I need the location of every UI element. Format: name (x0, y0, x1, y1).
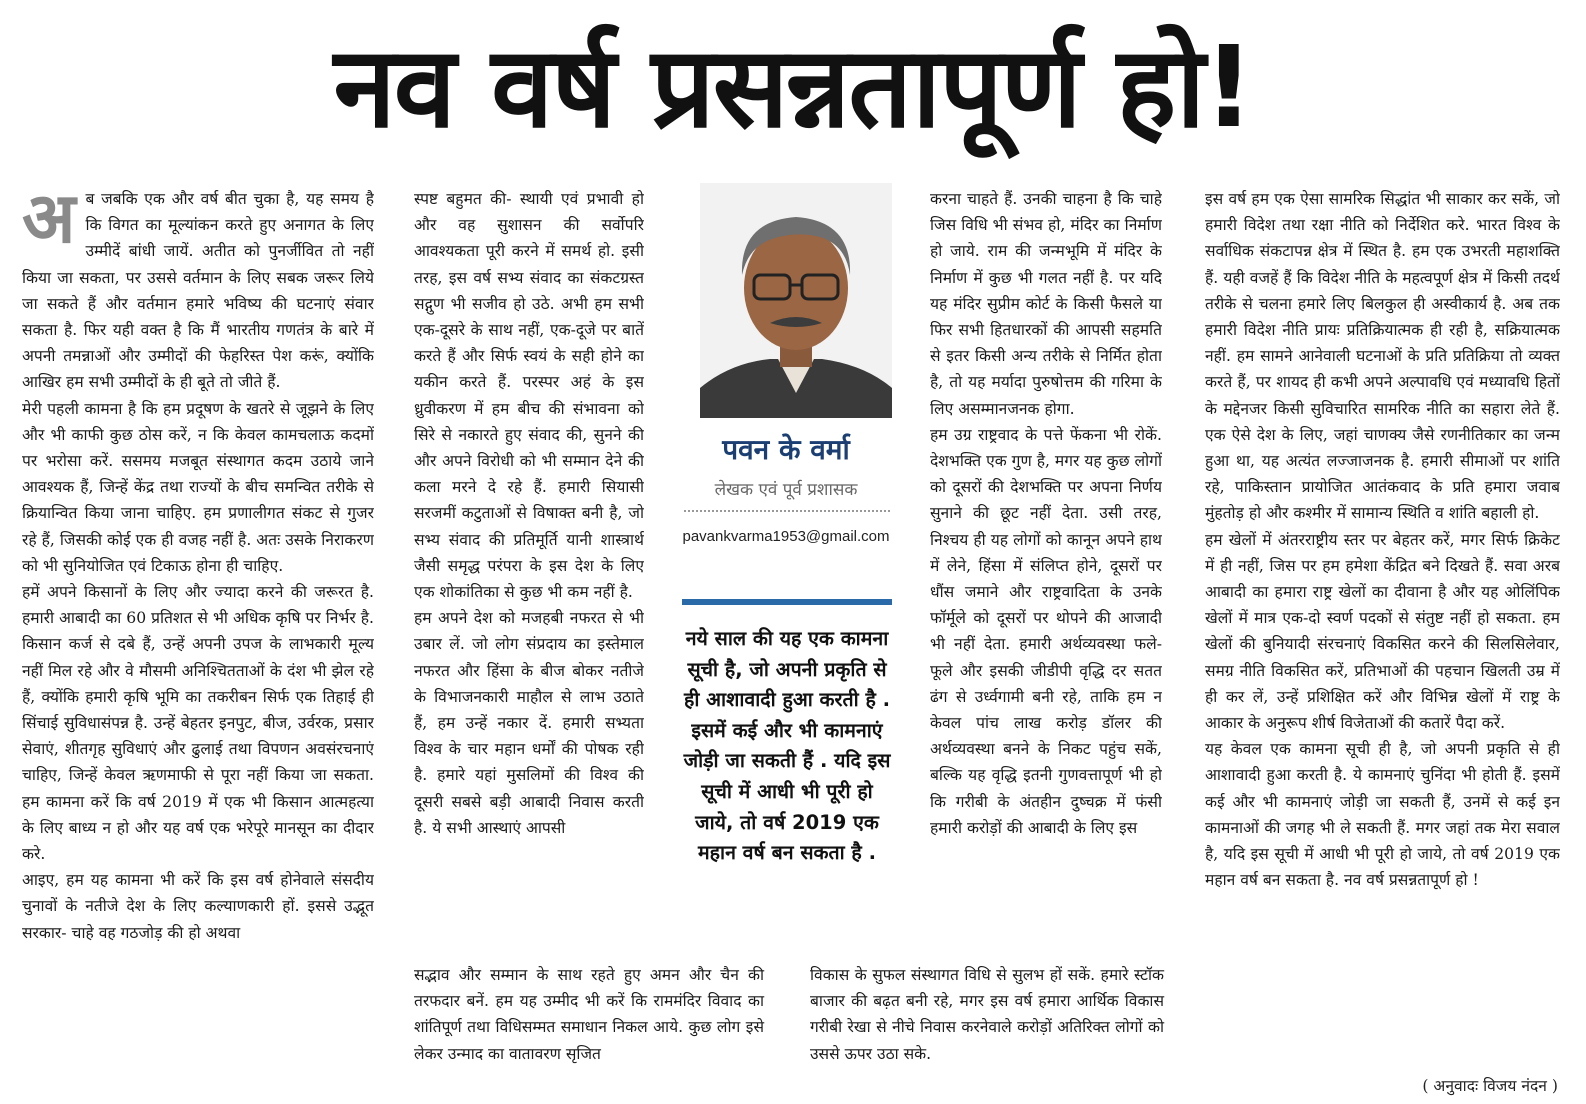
drop-cap: अ (22, 186, 76, 259)
paragraph: यह केवल एक कामना सूची ही है, जो अपनी प्रकृति से ही आशावादी हुआ करती है. ये कामनाएं चुनिंदा भी होती हैं. इसमें कई और भी कामनाएं जोड़ी जा सकती हैं, उनमें से कई इन कामनाओं की जगह भी ले सकती हैं. मगर जहां तक मेरा सवाल है, यदि इस सूची में आधी भी पूरी हो जाये, तो वर्ष 2019 एक महान वर्ष बन सकता है. नव वर्ष प्रसन्नतापूर्ण हो ! (1205, 740, 1560, 890)
paragraph: मेरी पहली कामना है कि हम प्रदूषण के खतरे से जूझने के लिए और भी काफी कुछ ठोस करें, न कि केवल कामचलाऊ कदमों पर भरोसा करें. ससमय मजबूत संस्थागत कदम उठाये जाने आवश्यक हैं, जिन्हें केंद्र तथा राज्यों के बीच समन्वित तरीके से क्रियान्वित किया जाना चाहिए. हम प्रणालीगत संकट से गुजर रहे हैं, जिसकी कोई एक ही वजह नहीं है. अतः उसके निराकरण को भी सुनियोजित एवं टिकाऊ होना ही चाहिए. (22, 399, 374, 575)
paragraph: स्पष्ट बहुमत की- स्थायी एवं प्रभावी हो और वह सुशासन की सर्वोपरि आवश्यकता पूरी करने में समर्थ हो. इसी तरह, इस वर्ष सभ्य संवाद का संकटग्रस्त सद्गुण भी सजीव हो उठे. अभी हम सभी एक-दूसरे के साथ नहीं, एक-दूजे पर बातें करते हैं और सिर्फ स्वयं के सही होने का यकीन करते हैं. परस्पर अहं के इस ध्रुवीकरण में हम बीच की संभावना को सिरे से नकारते हुए संवाद की, सुनने की और अपने विरोधी को भी सम्मान देने की कला मरने दे रहे हैं. हमारी सियासी सरजमीं कटुताओं से विषाक्त बनी है, जो सभ्य संवाद की प्रतिमूर्ति यानी शास्त्रार्थ जैसी समृद्ध परंपरा के इस देश के लिए एक शोकांतिका से कुछ भी कम नहीं है. (414, 190, 644, 602)
article-column-5 (1205, 186, 1560, 1056)
author-photo (700, 183, 892, 418)
paragraph: हम अपने देश को मजहबी नफरत से भी उबार लें. जो लोग संप्रदाय का इस्तेमाल नफरत और हिंसा के बीज बोकर नतीजे के विभाजनकारी माहौल से लाभ उठाते हैं, हम उन्हें नकार दें. हमारी सभ्यता विश्व के चार महान धर्मों की पोषक रही है. हमारे यहां मुसलिमों की विश्व की दूसरी सबसे बड़ी आबादी निवास करती है. ये सभी आस्थाएं आपसी (414, 609, 644, 837)
article-column-1 (22, 186, 374, 1086)
paragraph: सद्भाव और सम्मान के साथ रहते हुए अमन और चैन की तरफदार बनें. हम यह उम्मीद भी करें कि राममंदिर विवाद का शांतिपूर्ण तथा विधिसम्मत समाधान निकल आये. कुछ लोग इसे लेकर उन्माद का वातावरण सृजित (414, 966, 764, 1063)
divider (684, 510, 890, 512)
author-portrait-icon (700, 183, 892, 418)
paragraph: इस वर्ष हम एक ऐसा सामरिक सिद्धांत भी साकार कर सकें, जो हमारी विदेश तथा रक्षा नीति को निर्देशित करे. भारत विश्व के सर्वाधिक संकटापन्न क्षेत्र में स्थित है. हम एक उभरती महाशक्ति हैं. यही वजहें हैं कि विदेश नीति के महत्वपूर्ण क्षेत्र में किसी तदर्थ तरीके से चलना हमारे लिए बिलकुल ही अस्वीकार्य है. अब तक हमारी विदेश नीति प्रायः प्रतिक्रियात्मक ही रही है, सक्रियात्मक नहीं. हम सामने आनेवाली घटनाओं के प्रति प्रतिक्रिया तो व्यक्त करते हैं, पर शायद ही कभी अपने अल्पावधि एवं मध्यावधि हितों के मद्देनजर किसी सुविचारित सामरिक नीति का सहारा लेते हैं. एक ऐसे देश के लिए, जहां चाणक्य जैसे रणनीतिकार का जन्म हुआ था, यह अत्यंत लज्जाजनक है. हमारी सीमाओं पर शांति रहे, पाकिस्तान प्रायोजित आतंकवाद के प्रति हमारा जवाब मुंहतोड़ हो और कश्मीर में सामान्य स्थिति व शांति बहाली हो. (1205, 190, 1560, 523)
paragraph: करना चाहते हैं. उनकी चाहना है कि चाहे जिस विधि भी संभव हो, मंदिर का निर्माण हो जाये. राम की जन्मभूमि में मंदिर के निर्माण में कुछ भी गलत नहीं है. पर यदि यह मंदिर सुप्रीम कोर्ट के किसी फैसले या फिर सभी हितधारकों की आपसी सहमति से इतर किसी अन्य तरीके से निर्मित होता है, तो यह मर्यादा पुरुषोत्तम की गरिमा के लिए असम्मानजनक होगा. (930, 190, 1162, 418)
article-column-2 (414, 186, 644, 1086)
paragraph: हमें अपने किसानों के लिए और ज्यादा करने की जरूरत है. हमारी आबादी का 60 प्रतिशत से भी अधिक कृषि पर निर्भर है. किसान कर्ज से दबे हैं, उन्हें अपनी उपज के लाभकारी मूल्य नहीं मिल रहे और वे मौसमी अनिश्चितताओं के दंश भी झेल रहे हैं, क्योंकि हमारी कृषि भूमि का तकरीबन सिर्फ एक तिहाई ही सिंचाई सुविधासंपन्न है. उन्हें बेहतर इनपुट, बीज, उर्वरक, प्रसार सेवाएं, शीतगृह सुविधाएं और ढुलाई तथा विपणन अवसंरचनाएं चाहिए, जिन्हें केवल ऋणमाफी से पूरा नहीं किया जा सकता. हम कामना करें कि वर्ष 2019 में एक भी किसान आत्महत्या के लिए बाध्य न हो और यह वर्ष एक भरेपूरे मानसून का दीदार करे. (22, 583, 374, 864)
paragraph: आइए, हम यह कामना भी करें कि इस वर्ष होनेवाले संसदीय चुनावों के नतीजे देश के लिए कल्याणकारी हों. इससे उद्भूत सरकार- चाहे वह गठजोड़ की हो अथवा (22, 871, 374, 942)
headline: नव वर्ष प्रसन्नतापूर्ण हो! (333, 23, 1253, 153)
paragraph: ब जबकि एक और वर्ष बीत चुका है, यह समय है कि विगत का मूल्यांकन करते हुए अनागत के लिए उम्मीदें बांधी जायें. अतीत को पुनर्जीवित तो नहीं किया जा सकता, पर उससे वर्तमान के लिए सबक जरूर लिये जा सकते हैं और वर्तमान हमारे भविष्य की घटनाएं संवार सकता है. फिर यही वक्त है कि मैं भारतीय गणतंत्र के बारे में अपनी तमन्नाओं और उम्मीदों की फेहरिस्त पेश करूं, क्योंकि आखिर हम सभी उम्मीदों के ही बूते तो जीते हैं. (22, 190, 374, 392)
article-column-4 (930, 186, 1162, 966)
author-name: पवन के वर्मा (722, 433, 850, 466)
author-email[interactable]: pavankvarma1953@gmail.com (682, 528, 890, 545)
author-role: लेखक एवं पूर्व प्रशासक (714, 480, 858, 500)
paragraph: हम खेलों में अंतरराष्ट्रीय स्तर पर बेहतर करें, मगर सिर्फ क्रिकेट में ही नहीं, जिस पर हम हमेशा केंद्रित बने दिखते हैं. सवा अरब आबादी का हमारा राष्ट्र खेलों का दीवाना है और यह ओलिंपिक खेलों में मात्र एक-दो स्वर्ण पदकों से संतुष्ट नहीं हो सकता. हम खेलों की बुनियादी संरचनाएं विकसित करने की सिलसिलेवार, समग्र नीति विकसित करें, प्रतिभाओं की पहचान खिलती उम्र में ही कर लें, उन्हें प्रशिक्षित करें और विभिन्न खेलों में राष्ट्र के आकार के अनुरूप शीर्ष विजेताओं की कतारें पैदा करें. (1205, 530, 1560, 733)
pullquote-rule (682, 599, 892, 605)
translator-credit: ( अनुवादः विजय नंदन ) (1422, 1077, 1558, 1095)
paragraph: हम उग्र राष्ट्रवाद के पत्ते फेंकना भी रोकें. देशभक्ति एक गुण है, मगर यह कुछ लोगों को दूसरों की देशभक्ति पर अपना निर्णय सुनाने की छूट नहीं देता. उसी तरह, निश्चय ही यह लोगों को कानून अपने हाथ में लेने, हिंसा में संलिप्त होने, दूसरों पर धौंस जमाने और राष्ट्रवादिता के उनके फॉर्मूले को दूसरों पर थोपने की आजादी भी नहीं देता. हमारी अर्थव्यवस्था फले-फूले और इसकी जीडीपी वृद्धि दर सतत ढंग से उर्ध्वगामी बनी रहे, ताकि हम न केवल पांच लाख करोड़ डॉलर की अर्थव्यवस्था बनने के निकट पहुंच सकें, बल्कि यह वृद्धि इतनी गुणवत्तापूर्ण भी हो कि गरीबी के अंतहीन दुष्चक्र में फंसी हमारी करोड़ों की आबादी के लिए इस (930, 425, 1162, 837)
pullquote: नये साल की यह एक कामना सूची है, जो अपनी प्रकृति से ही आशावादी हुआ करती है . इसमें कई और भी कामनाएं जोड़ी जा सकती हैं . यदि इस सूची में आधी भी पूरी हो जाये, तो वर्ष 2019 एक महान वर्ष बन सकता है . (683, 627, 891, 865)
paragraph: विकास के सुफल संस्थागत विधि से सुलभ हों सकें. हमारे स्टॉक बाजार की बढ़त बनी रहे, मगर इस वर्ष हमारा आर्थिक विकास गरीबी रेखा से नीचे निवास करनेवाले करोड़ों अतिरिक्त लोगों को उससे ऊपर उठा सके. (810, 966, 1164, 1063)
